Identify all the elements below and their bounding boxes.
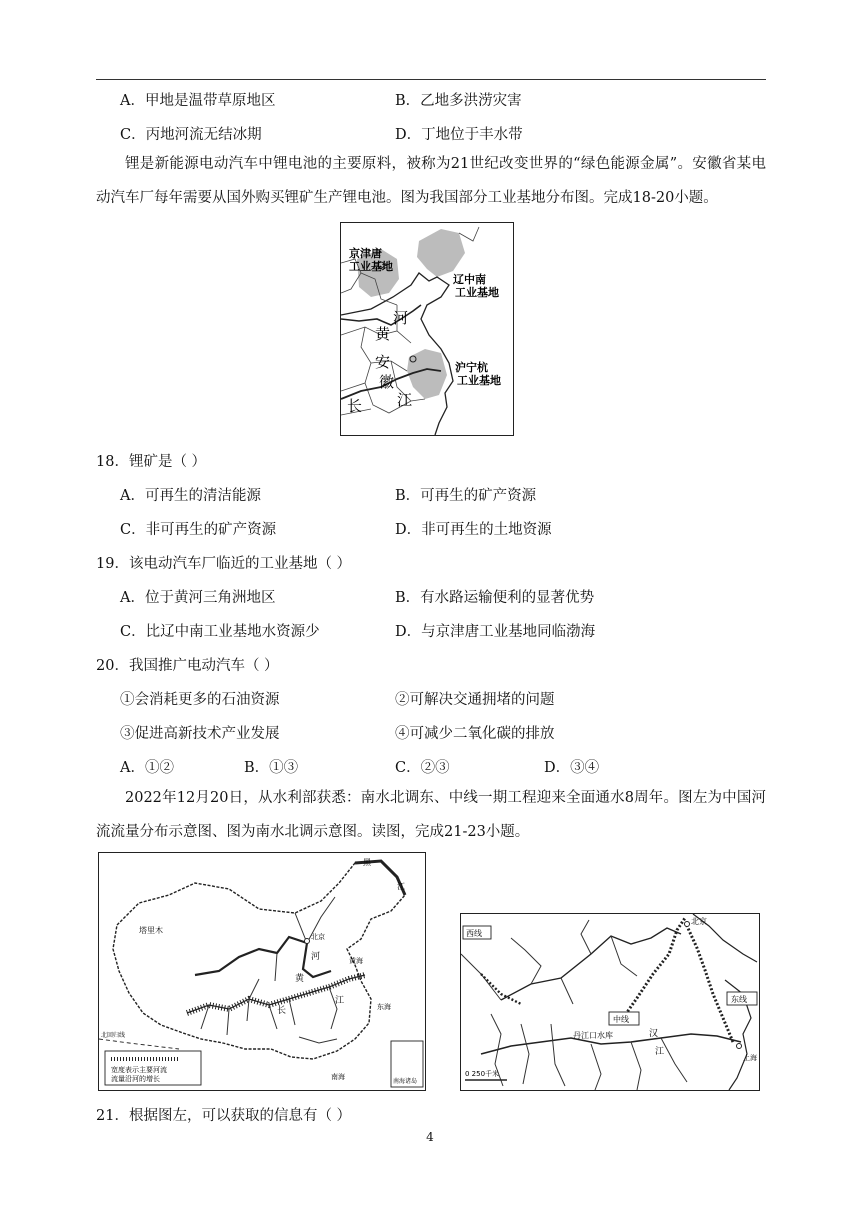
map2-label-donghai: 东海 bbox=[377, 1003, 391, 1011]
east-route-shape bbox=[687, 926, 733, 1042]
q18-stem: 18．锂矿是（ ） bbox=[96, 454, 207, 470]
map2-label-beijing: 北京 bbox=[311, 933, 325, 941]
map1-label-jjt2: 工业基地 bbox=[349, 260, 393, 273]
beijing-dot-icon bbox=[305, 939, 310, 944]
q21-stem: 21．根据图左，可以获取的信息有（ ） bbox=[96, 1108, 352, 1124]
map1-label-jiang: 江 bbox=[397, 391, 413, 409]
map1-label-an: 安 bbox=[375, 353, 391, 371]
q18-option-d: D．非可再生的土地资源 bbox=[395, 522, 552, 538]
map3-label-han: 汉 bbox=[649, 1029, 659, 1039]
intro-paragraph-21-23: 2022年12月20日，从水利部获悉：南水北调东、中线一期工程迎来全面通水8周年。图左为中国河流流量分布示意图、图为南水北调示意图。读图，完成21-23小题。 bbox=[96, 790, 766, 840]
map3-label-jiang: 江 bbox=[655, 1047, 665, 1057]
map2-legend-line1: 宽度表示主要河流 bbox=[111, 1066, 167, 1074]
q18-option-c: C．非可再生的矿产资源 bbox=[120, 522, 277, 538]
q20-statement-4: ④可减少二氧化碳的排放 bbox=[395, 726, 555, 742]
map2-label-jiang: 江 bbox=[335, 996, 345, 1006]
yellow-river-shape bbox=[341, 305, 421, 325]
map2-label-hei: 黑 bbox=[363, 858, 371, 867]
q20-stem: 20．我国推广电动汽车（ ） bbox=[96, 658, 279, 674]
map1-label-jjt1: 京津唐 bbox=[349, 247, 382, 260]
map1-label-chang: 长 bbox=[347, 397, 363, 415]
q20-option-c: C．②③ bbox=[395, 760, 450, 776]
map2-label-longjiang: 江 bbox=[397, 882, 405, 891]
intro-paragraph-18-20: 锂是新能源电动汽车中锂电池的主要原料，被称为21世纪改变世界的“绿色能源金属”。安徽省某电动汽车厂每年需要从国外购买锂矿生产锂电池。图为我国部分工业基地分布图。完成18-20小题。 bbox=[96, 156, 766, 206]
yangtze-river-shape bbox=[187, 975, 365, 1013]
q17-option-b: B．乙地多洪涝灾害 bbox=[395, 93, 522, 109]
q19-option-d: D．与京津唐工业基地同临渤海 bbox=[395, 624, 596, 640]
west-tributary-shape bbox=[461, 954, 501, 1000]
map2-label-huang: 黄 bbox=[295, 974, 305, 984]
shanghai-dot-icon bbox=[737, 1044, 742, 1049]
q18-option-a: A．可再生的清洁能源 bbox=[120, 488, 261, 504]
map1-label-lzn1: 辽中南 bbox=[453, 273, 486, 286]
map3-label-zhongxian: 中线 bbox=[613, 1015, 629, 1024]
map1-label-hnh2: 工业基地 bbox=[457, 374, 501, 387]
q20-option-d: D．③④ bbox=[544, 760, 600, 776]
q19-option-b: B．有水路运输便利的显著优势 bbox=[395, 590, 595, 606]
q20-statement-1: ①会消耗更多的石油资源 bbox=[120, 692, 280, 708]
map3-label-danjiangkou: 丹江口水库 bbox=[573, 1031, 613, 1040]
map3-label-dongxian: 东线 bbox=[731, 995, 747, 1004]
lzn-region-shape bbox=[417, 229, 465, 277]
yellow-river-shape bbox=[501, 928, 681, 1000]
tropic-line-shape bbox=[99, 1039, 179, 1049]
water-diversion-map bbox=[460, 913, 760, 1091]
map2-label-nanhai: 南海 bbox=[331, 1073, 345, 1081]
river-network-north-shape bbox=[511, 920, 637, 1004]
q19-option-c: C．比辽中南工业基地水资源少 bbox=[120, 624, 320, 640]
industrial-base-map bbox=[340, 222, 514, 436]
q20-option-b: B．①③ bbox=[244, 760, 299, 776]
map2-legend-line2: 流量沿河的增长 bbox=[111, 1075, 160, 1083]
map2-label-tropic: 北回归线 bbox=[101, 1032, 126, 1039]
map2-inset-label: 南海诸岛 bbox=[393, 1078, 418, 1085]
map2-label-talimu: 塔里木 bbox=[139, 926, 163, 935]
map3-label-xixian: 西线 bbox=[466, 929, 482, 938]
page-number: 4 bbox=[426, 1130, 434, 1144]
map1-label-hui: 徽 bbox=[379, 373, 395, 391]
q20-statement-2: ②可解决交通拥堵的问题 bbox=[395, 692, 555, 708]
q19-stem: 19．该电动汽车厂临近的工业基地（ ） bbox=[96, 556, 352, 572]
map2-label-chang: 长 bbox=[277, 1006, 287, 1016]
map2-label-huanghai: 黄海 bbox=[349, 957, 363, 965]
map1-label-huang: 黄 bbox=[375, 325, 391, 343]
q18-option-b: B．可再生的矿产资源 bbox=[395, 488, 537, 504]
china-river-flow-map bbox=[98, 852, 426, 1091]
q20-option-a: A．①② bbox=[120, 760, 174, 776]
map2-label-he: 河 bbox=[311, 952, 321, 962]
middle-route-shape bbox=[623, 918, 685, 1018]
yangtze-flow-band-shape bbox=[187, 975, 365, 1013]
map1-label-lzn2: 工业基地 bbox=[455, 286, 499, 299]
q20-statement-3: ③促进高新技术产业发展 bbox=[120, 726, 280, 742]
map3-label-beijing: 北京 bbox=[691, 917, 707, 926]
map1-label-he: 河 bbox=[393, 309, 409, 327]
map1-label-hnh1: 沪宁杭 bbox=[455, 361, 488, 374]
map3-label-shanghai: 上海 bbox=[743, 1054, 757, 1062]
header-rule bbox=[96, 79, 766, 80]
q17-option-a: A．甲地是温带草原地区 bbox=[120, 93, 276, 109]
q17-option-c: C．丙地河流无结冰期 bbox=[120, 127, 262, 143]
map3-label-scale: 0 250千米 bbox=[465, 1070, 500, 1078]
beijing-dot-icon bbox=[685, 922, 690, 927]
q19-option-a: A．位于黄河三角洲地区 bbox=[120, 590, 276, 606]
q17-option-d: D．丁地位于丰水带 bbox=[395, 127, 523, 143]
